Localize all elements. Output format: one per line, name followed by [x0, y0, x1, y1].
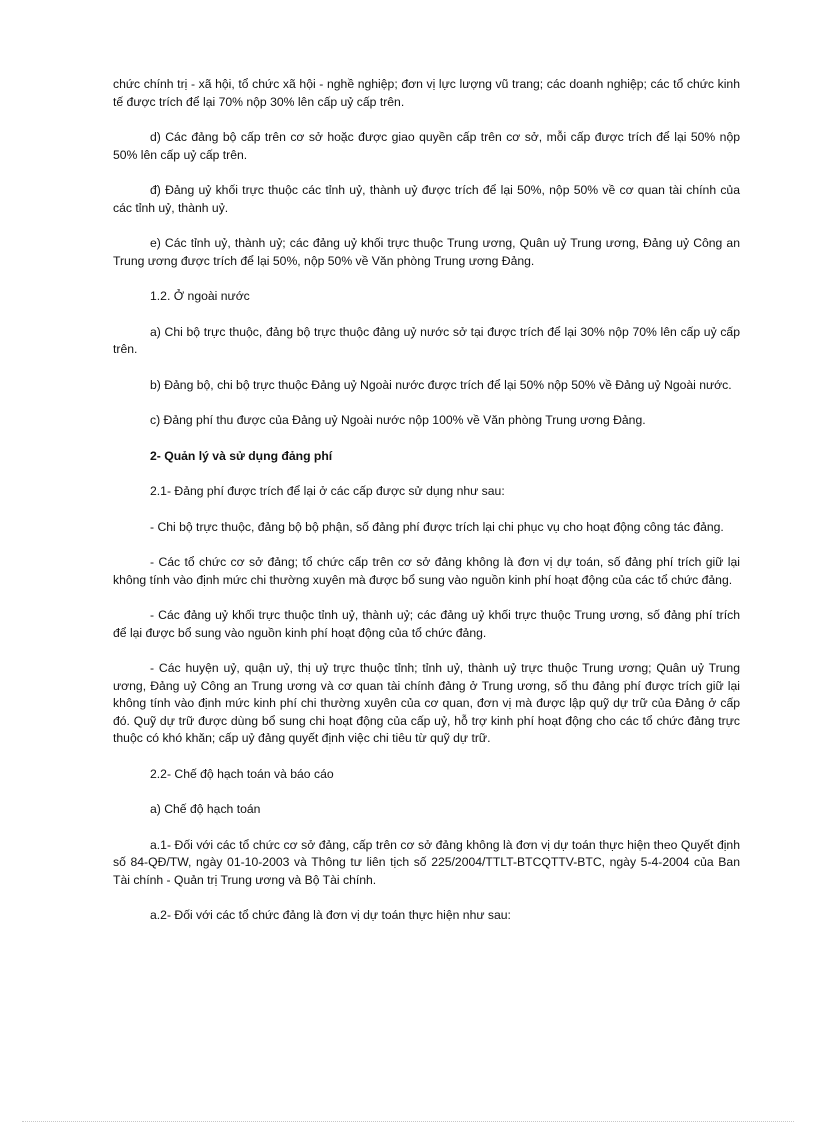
paragraph: e) Các tỉnh uỷ, thành uỷ; các đảng uỷ khối trực thuộc Trung ương, Quân uỷ Trung ương, Đảng uỷ Công an Trung ương được trích để lại 50%, nộp 50% về Văn phòng Trung ương Đảng. [113, 236, 740, 268]
paragraph: - Các huyện uỷ, quận uỷ, thị uỷ trực thuộc tỉnh; tỉnh uỷ, thành uỷ trực thuộc Trung ương; Quân uỷ Trung ương, Đảng uỷ Công an Trung ương và cơ quan tài chính đảng ở Trung ương, số thu đảng phí được trích giữ lại không tính vào định mức kinh phí chi thường xuyên của cơ quan, đơn vị mà được lập quỹ dự trữ của Đảng ở cấp đó. Quỹ dự trữ được dùng bổ sung chi hoạt động của cấp uỷ, hỗ trợ kinh phí hoạt động cho các tổ chức đảng trực thuộc có khó khăn; cấp uỷ đảng quyết định việc chi tiêu từ quỹ dự trữ. [113, 661, 740, 745]
paragraph: d) Các đảng bộ cấp trên cơ sở hoặc được giao quyền cấp trên cơ sở, mỗi cấp được trích để lại 50% nộp 50% lên cấp uỷ cấp trên. [113, 130, 740, 162]
paragraph: chức chính trị - xã hội, tổ chức xã hội - nghề nghiệp; đơn vị lực lượng vũ trang; các doanh nghiệp; các tổ chức kinh tế được trích để lại 70% nộp 30% lên cấp uỷ cấp trên. [113, 77, 740, 109]
paragraph: - Chi bộ trực thuộc, đảng bộ bộ phận, số đảng phí được trích lại chi phục vụ cho hoạt động công tác đảng. [150, 519, 724, 534]
subsection-heading: a) Chế độ hạch toán [150, 802, 261, 816]
paragraph: - Các đảng uỷ khối trực thuộc tỉnh uỷ, thành uỷ; các đảng uỷ khối trực thuộc Trung ương, số đảng phí trích để lại được bổ sung vào nguồn kinh phí hoạt động của tổ chức đảng. [113, 608, 740, 640]
paragraph: đ) Đảng uỷ khối trực thuộc các tỉnh uỷ, thành uỷ được trích để lại 50%, nộp 50% về cơ quan tài chính của các tỉnh uỷ, thành uỷ. [113, 183, 740, 215]
document-page [113, 76, 740, 943]
subsection-heading: 2.1- Đảng phí được trích để lại ở các cấp được sử dụng như sau: [150, 484, 505, 498]
section-heading: 1.2. Ở ngoài nước [150, 289, 250, 303]
paragraph: - Các tổ chức cơ sở đảng; tổ chức cấp trên cơ sở đảng không là đơn vị dự toán, số đảng phí trích giữ lại không tính vào định mức chi thường xuyên mà được bổ sung vào nguồn kinh phí hoạt động của các tổ chức đảng. [113, 555, 740, 587]
section-heading-bold: 2- Quản lý và sử dụng đảng phí [150, 448, 333, 463]
paragraph: a.1- Đối với các tổ chức cơ sở đảng, cấp trên cơ sở đảng không là đơn vị dự toán thực hiện theo Quyết định số 84-QĐ/TW, ngày 01-10-2003 và Thông tư liên tịch số 225/2004/TTLT-BTCQTTV-BTC, ngày 5-4-2004 của Ban Tài chính - Quản trị Trung ương và Bộ Tài chính. [113, 837, 740, 887]
subsection-heading: 2.2- Chế độ hạch toán và báo cáo [150, 766, 334, 781]
paragraph: b) Đảng bộ, chi bộ trực thuộc Đảng uỷ Ngoài nước được trích để lại 50% nộp 50% về Đảng uỷ Ngoài nước. [150, 377, 732, 392]
paragraph: a) Chi bộ trực thuộc, đảng bộ trực thuộc đảng uỷ nước sở tại được trích để lại 30% nộp 70% lên cấp uỷ cấp trên. [113, 324, 740, 356]
page-bottom-border [22, 1121, 794, 1122]
paragraph: c) Đảng phí thu được của Đảng uỷ Ngoài nước nộp 100% về Văn phòng Trung ương Đảng. [150, 413, 646, 427]
paragraph: a.2- Đối với các tổ chức đảng là đơn vị dự toán thực hiện như sau: [150, 908, 511, 922]
